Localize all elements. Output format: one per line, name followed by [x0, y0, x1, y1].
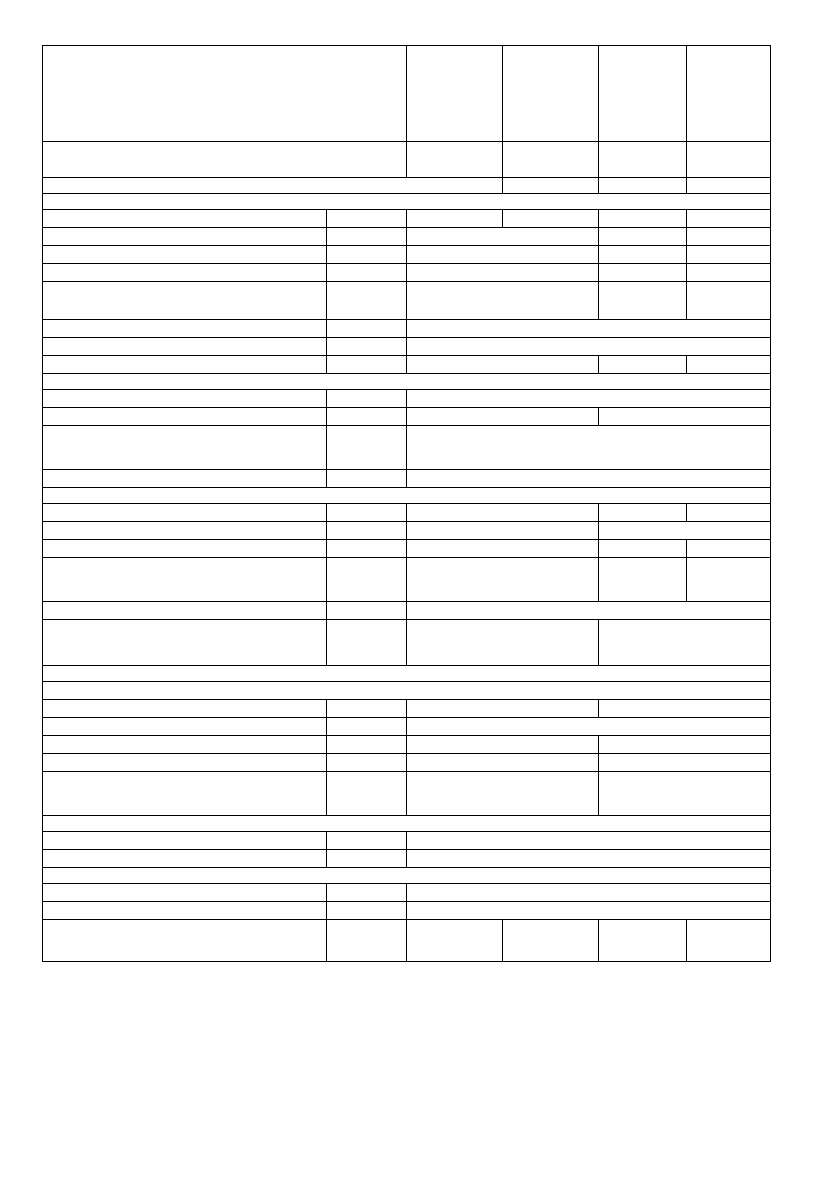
table-row [43, 540, 771, 558]
cell[interactable] [407, 832, 771, 850]
table-row [43, 884, 771, 902]
form-table-container [42, 45, 770, 962]
cell[interactable] [407, 320, 771, 338]
cell[interactable] [407, 718, 771, 736]
table-row [43, 408, 771, 426]
cell[interactable] [687, 356, 771, 374]
table-row [43, 246, 771, 264]
table-row [43, 832, 771, 850]
section-row [43, 868, 771, 884]
cell[interactable] [43, 920, 327, 962]
cell[interactable] [43, 504, 327, 522]
cell[interactable] [43, 884, 327, 902]
cell[interactable] [43, 850, 327, 868]
cell[interactable] [599, 264, 687, 282]
cell[interactable] [43, 408, 327, 426]
cell[interactable] [687, 178, 771, 194]
section-row [43, 194, 771, 210]
cell[interactable] [43, 736, 327, 754]
cell[interactable] [43, 320, 327, 338]
cell[interactable] [327, 540, 407, 558]
cell[interactable] [599, 700, 771, 718]
cell[interactable] [43, 816, 771, 832]
cell[interactable] [43, 540, 327, 558]
cell[interactable] [503, 46, 599, 142]
cell[interactable] [43, 246, 327, 264]
table-row [43, 718, 771, 736]
section-row [43, 488, 771, 504]
table-row [43, 736, 771, 754]
cell[interactable] [599, 228, 687, 246]
cell[interactable] [327, 210, 407, 228]
cell[interactable] [687, 282, 771, 320]
cell[interactable] [599, 408, 771, 426]
cell[interactable] [687, 558, 771, 602]
cell[interactable] [407, 142, 503, 178]
cell[interactable] [599, 736, 771, 754]
cell[interactable] [599, 504, 687, 522]
section-row [43, 682, 771, 700]
cell[interactable] [599, 142, 687, 178]
cell[interactable] [43, 46, 407, 142]
cell[interactable] [687, 920, 771, 962]
form-table [42, 45, 771, 962]
cell[interactable] [407, 470, 771, 488]
header-row [43, 46, 771, 142]
cell[interactable] [43, 488, 771, 504]
cell[interactable] [327, 470, 407, 488]
cell[interactable] [327, 390, 407, 408]
cell[interactable] [503, 210, 599, 228]
cell[interactable] [43, 356, 327, 374]
cell[interactable] [503, 178, 599, 194]
cell[interactable] [327, 558, 407, 602]
cell[interactable] [407, 850, 771, 868]
cell[interactable] [43, 282, 327, 320]
cell[interactable] [687, 142, 771, 178]
cell[interactable] [43, 754, 327, 772]
table-row [43, 282, 771, 320]
cell[interactable] [407, 772, 599, 816]
table-row [43, 920, 771, 962]
cell[interactable] [407, 356, 599, 374]
cell[interactable] [599, 558, 687, 602]
cell[interactable] [43, 338, 327, 356]
section-row [43, 666, 771, 682]
table-row [43, 620, 771, 666]
table-row [43, 772, 771, 816]
table-row [43, 902, 771, 920]
cell[interactable] [327, 884, 407, 902]
cell[interactable] [687, 46, 771, 142]
cell[interactable] [503, 920, 599, 962]
cell[interactable] [327, 408, 407, 426]
cell[interactable] [43, 194, 771, 210]
table-row [43, 210, 771, 228]
cell[interactable] [327, 850, 407, 868]
cell[interactable] [407, 210, 503, 228]
cell[interactable] [43, 700, 327, 718]
table-row [43, 426, 771, 470]
cell[interactable] [599, 620, 771, 666]
section-row [43, 374, 771, 390]
cell[interactable] [327, 772, 407, 816]
table-row [43, 390, 771, 408]
cell[interactable] [599, 522, 771, 540]
cell[interactable] [43, 390, 327, 408]
cell[interactable] [327, 320, 407, 338]
cell[interactable] [43, 264, 327, 282]
cell[interactable] [327, 356, 407, 374]
table-row [43, 754, 771, 772]
cell[interactable] [407, 920, 503, 962]
cell[interactable] [43, 868, 771, 884]
table-row [43, 602, 771, 620]
cell[interactable] [407, 736, 599, 754]
cell[interactable] [599, 356, 687, 374]
subheader-row [43, 142, 771, 178]
cell[interactable] [407, 408, 599, 426]
cell[interactable] [599, 920, 687, 962]
cell[interactable] [327, 426, 407, 470]
cell[interactable] [407, 246, 599, 264]
cell[interactable] [407, 390, 771, 408]
table-row [43, 522, 771, 540]
cell[interactable] [407, 540, 599, 558]
cell[interactable] [407, 46, 503, 142]
cell[interactable] [43, 178, 503, 194]
cell[interactable] [687, 264, 771, 282]
cell[interactable] [43, 210, 327, 228]
cell[interactable] [407, 902, 771, 920]
cell[interactable] [327, 700, 407, 718]
cell[interactable] [43, 374, 771, 390]
cell[interactable] [327, 602, 407, 620]
cell[interactable] [43, 142, 407, 178]
table-row [43, 228, 771, 246]
cell[interactable] [599, 178, 687, 194]
cell[interactable] [407, 620, 599, 666]
cell[interactable] [407, 338, 771, 356]
cell[interactable] [43, 682, 771, 700]
cell[interactable] [599, 772, 771, 816]
cell[interactable] [407, 426, 771, 470]
cell[interactable] [599, 540, 687, 558]
cell[interactable] [687, 210, 771, 228]
cell[interactable] [327, 718, 407, 736]
cell[interactable] [687, 504, 771, 522]
cell[interactable] [407, 264, 599, 282]
cell[interactable] [327, 902, 407, 920]
cell[interactable] [327, 504, 407, 522]
cell[interactable] [599, 282, 687, 320]
cell[interactable] [43, 522, 327, 540]
cell[interactable] [407, 884, 771, 902]
cell[interactable] [327, 736, 407, 754]
cell[interactable] [43, 832, 327, 850]
table-row [43, 470, 771, 488]
cell[interactable] [327, 264, 407, 282]
cell[interactable] [687, 228, 771, 246]
table-row [43, 178, 771, 194]
form-table-body [43, 46, 771, 962]
cell[interactable] [503, 142, 599, 178]
cell[interactable] [43, 228, 327, 246]
section-row [43, 816, 771, 832]
table-row [43, 558, 771, 602]
cell[interactable] [327, 832, 407, 850]
cell[interactable] [407, 522, 599, 540]
cell[interactable] [599, 210, 687, 228]
cell[interactable] [43, 470, 327, 488]
cell[interactable] [43, 772, 327, 816]
table-row [43, 504, 771, 522]
cell[interactable] [327, 522, 407, 540]
cell[interactable] [407, 700, 599, 718]
table-row [43, 700, 771, 718]
cell[interactable] [407, 558, 599, 602]
table-row [43, 338, 771, 356]
cell[interactable] [327, 920, 407, 962]
table-row [43, 356, 771, 374]
cell[interactable] [599, 754, 771, 772]
cell[interactable] [43, 620, 327, 666]
cell[interactable] [327, 754, 407, 772]
cell[interactable] [327, 620, 407, 666]
cell[interactable] [407, 754, 599, 772]
cell[interactable] [327, 338, 407, 356]
cell[interactable] [687, 246, 771, 264]
table-row [43, 320, 771, 338]
cell[interactable] [599, 46, 687, 142]
table-row [43, 264, 771, 282]
table-row [43, 850, 771, 868]
cell[interactable] [43, 666, 771, 682]
cell[interactable] [407, 602, 771, 620]
cell[interactable] [43, 718, 327, 736]
cell[interactable] [327, 282, 407, 320]
cell[interactable] [43, 426, 327, 470]
cell[interactable] [43, 602, 327, 620]
cell[interactable] [407, 228, 599, 246]
cell[interactable] [599, 246, 687, 264]
cell[interactable] [687, 540, 771, 558]
cell[interactable] [327, 246, 407, 264]
cell[interactable] [327, 228, 407, 246]
cell[interactable] [43, 902, 327, 920]
cell[interactable] [407, 282, 599, 320]
cell[interactable] [407, 504, 599, 522]
cell[interactable] [43, 558, 327, 602]
